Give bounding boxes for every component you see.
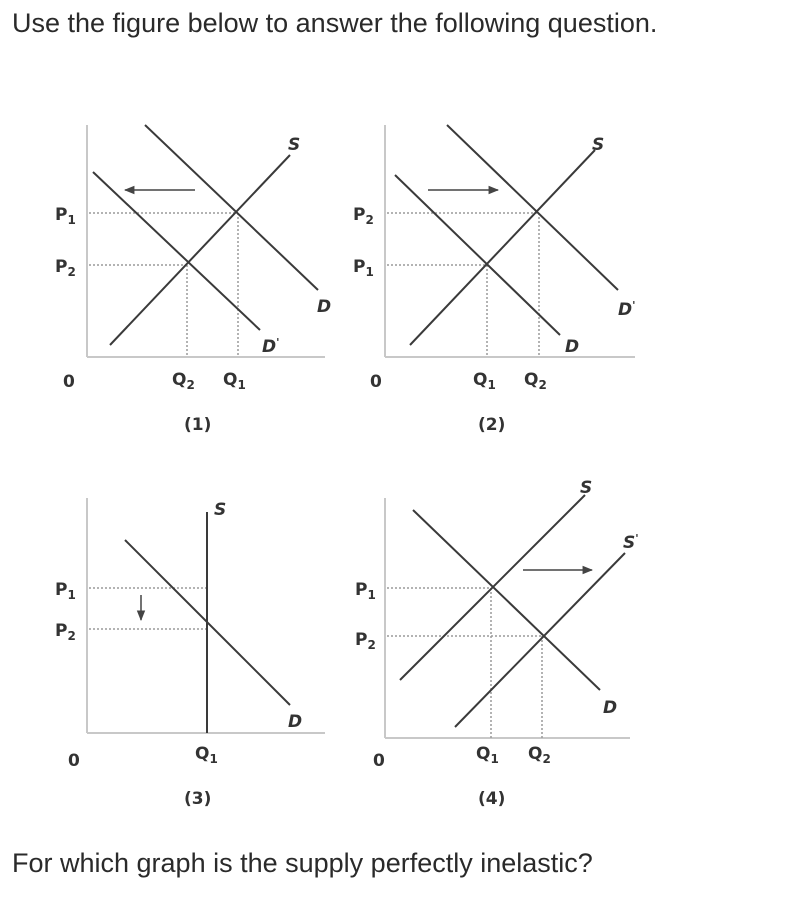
graph-2-q1-label: $Q_1$	[473, 370, 496, 392]
graph-2-origin-label: 0	[370, 372, 382, 392]
graph-4-supply-prime-label: S'	[623, 532, 639, 553]
graph-4-p1-label: $P_1$	[355, 580, 376, 602]
graph-2-supply-label: S	[592, 135, 605, 155]
graph-4-demand-label: D	[603, 698, 618, 718]
graph-3-caption: (3)	[184, 789, 212, 809]
graph-4-supply-label: S	[580, 478, 593, 498]
graph-1-q1-label: $Q_1$	[223, 370, 246, 392]
graph-1-demand-prime-curve	[93, 172, 260, 330]
graph-4-p2-label: $P_2$	[355, 630, 376, 652]
graph-1-caption: (1)	[184, 415, 212, 435]
graph-4-q2-label: $Q_2$	[528, 744, 551, 766]
graph-1-origin-label: 0	[63, 372, 75, 392]
graph-2-demand-curve	[395, 175, 560, 335]
question-intro: Use the figure below to answer the following question.	[12, 8, 658, 38]
graph-3-p1-label: $P_1$	[55, 580, 76, 602]
graph-3-p2-label: $P_2$	[55, 621, 76, 643]
graph-2-p1-label: $P_1$	[353, 257, 374, 279]
graph-1-p2-label: $P_2$	[55, 257, 76, 279]
graph-1-p1-label: $P_1$	[55, 205, 76, 227]
graph-2-q2-label: $Q_2$	[524, 370, 547, 392]
graph-1-demand-prime-label: D'	[262, 336, 280, 357]
graph-1-demand-label: D	[317, 297, 332, 317]
graph-1-supply-curve	[110, 155, 290, 345]
graph-4-q1-label: $Q_1$	[476, 744, 499, 766]
graph-3-q1-label: $Q_1$	[195, 744, 218, 766]
graph-4-origin-label: 0	[373, 751, 385, 771]
graph-2-caption: (2)	[478, 415, 506, 435]
graph-2-demand-prime-label: D'	[618, 299, 636, 320]
graph-4	[355, 478, 639, 809]
graph-4-supply-prime-curve	[455, 553, 625, 727]
graph-2-demand-label: D	[565, 337, 580, 357]
graph-1-supply-label: S	[288, 135, 301, 155]
graph-2	[353, 125, 636, 435]
graph-3-demand-label: D	[288, 712, 303, 732]
graph-4-demand-curve	[413, 510, 600, 690]
graph-2-p2-label: $P_2$	[353, 205, 374, 227]
question-text: For which graph is the supply perfectly inelastic?	[12, 848, 593, 878]
graph-4-caption: (4)	[478, 789, 506, 809]
graph-1-q2-label: $Q_2$	[172, 370, 195, 392]
graph-3	[55, 498, 325, 809]
graph-1	[55, 125, 331, 435]
graph-3-origin-label: 0	[68, 751, 80, 771]
graph-3-supply-label: S	[214, 500, 227, 520]
